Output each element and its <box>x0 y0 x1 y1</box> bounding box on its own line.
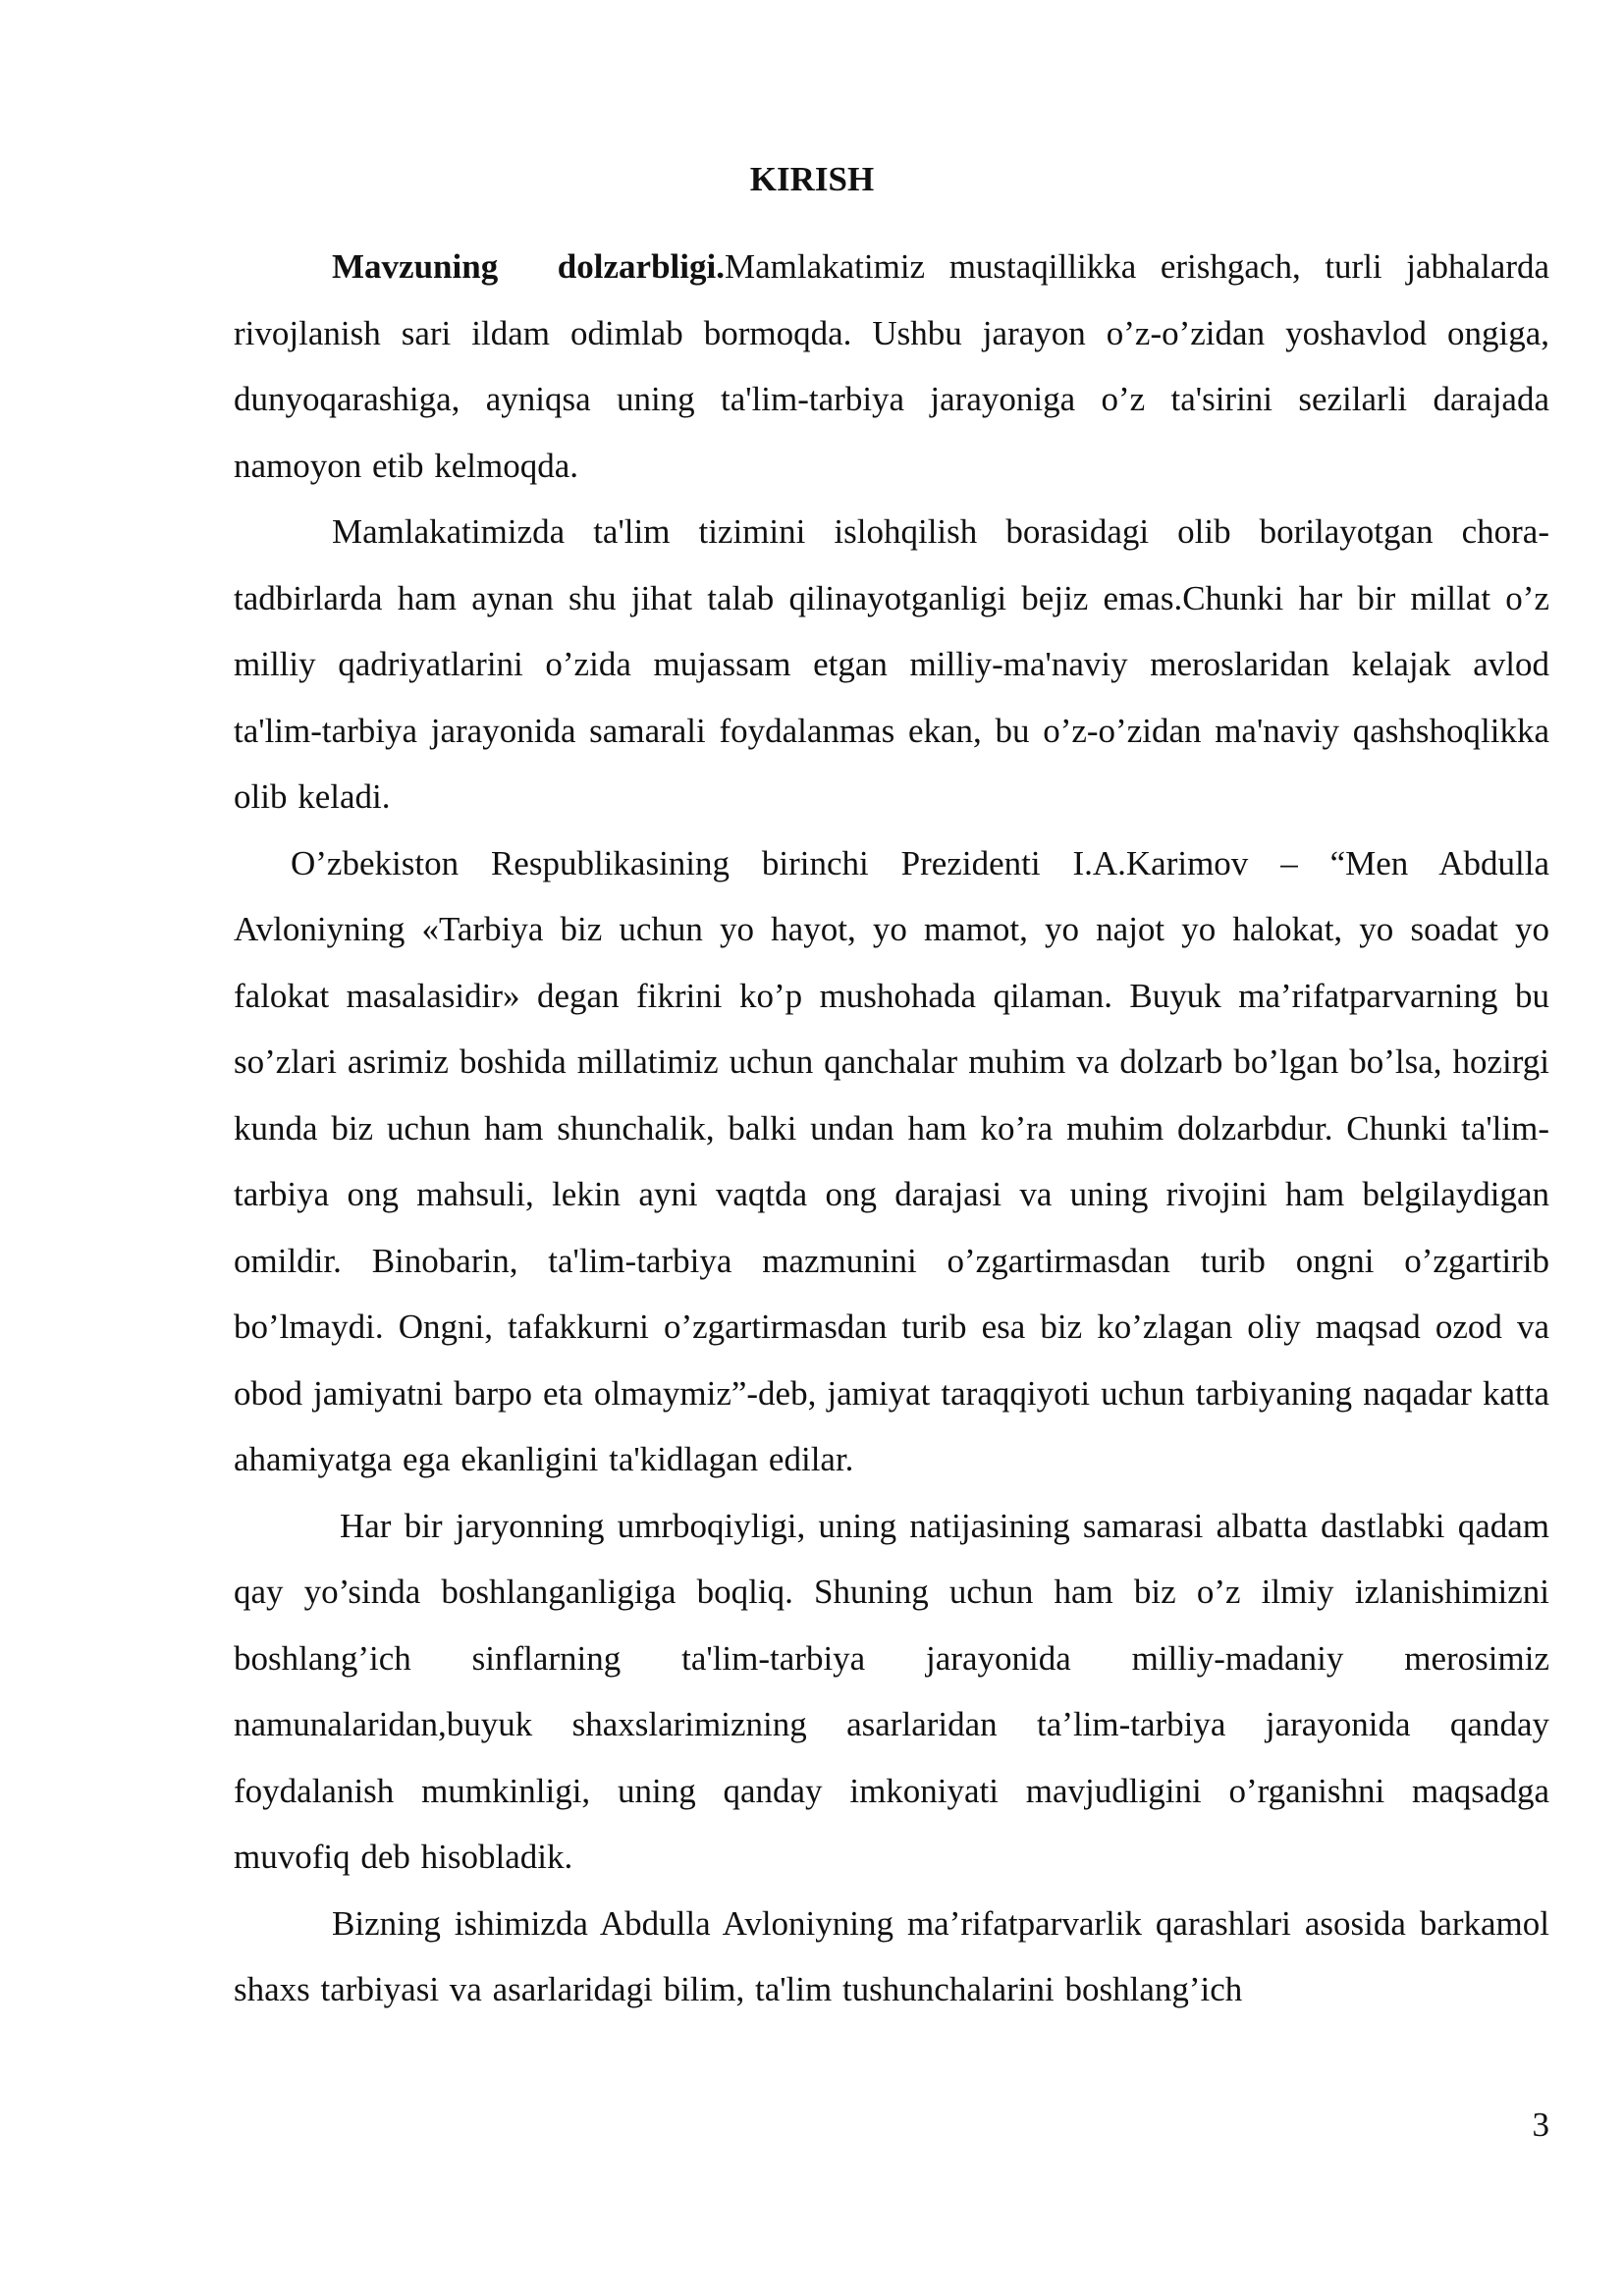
paragraph-text: Mamlakatimizda ta'lim tizimini islohqilish borasidagi olib borilayotgan chora-tadbirlarda ham aynan shu jihat talab qilinayotganligi bejiz emas.Chunki har bir millat o’z milliy qadriyatlarini o’zida mujassam etgan milliy-ma'naviy meroslaridan kelajak avlod ta'lim-tarbiya jarayonida samarali foydalanmas ekan, bu o’z-o’zidan ma'naviy qashshoqlikka olib keladi. <box>234 512 1549 816</box>
paragraph-karimov-quote <box>234 830 1549 1493</box>
page-title: KIRISH <box>749 160 875 198</box>
paragraph-lead-heading: Mavzuning dolzarbligi. <box>332 247 725 286</box>
paragraph-text: Mamlakatimiz mustaqillikka erishgach, turli jabhalarda rivojlanish sari ildam odimlab bormoqda. Ushbu jarayon o’z-o’zidan yoshavlod ongiga, dunyoqarashiga, ayniqsa uning ta'lim-tarbiya jarayoniga o’z ta'sirini sezilarli darajada namoyon etib kelmoqda. <box>234 247 1550 485</box>
paragraph-text: Bizning ishimizda Abdulla Avloniyning ma’rifatparvarlik qarashlari asosida barkamol shaxs tarbiyasi va asarlaridagi bilim, ta'lim tushunchalarini boshlang’ich <box>234 1903 1549 2008</box>
paragraph-relevance <box>234 234 1549 499</box>
page-number: 3 <box>1532 2106 1549 2144</box>
paragraph-research-aim <box>234 1493 1549 1891</box>
paragraph-education-reform <box>234 499 1549 830</box>
paragraph-text: O’zbekiston Respublikasining birinchi Prezidenti I.A.Karimov – “Men Abdulla Avloniyning «Tarbiya biz uchun yo hayot, yo mamot, yo najot yo halokat, yo soadat yo falokat masalasidir» degan fikrini ko’p mushohada qilaman. Buyuk ma’rifatparvarning bu so’zlari asrimiz boshida millatimiz uchun qanchalar muhim va dolzarb bo’lgan bo’lsa, hozirgi kunda biz uchun ham shunchalik, balki undan ham ko’ra muhim dolzarbdur. Chunki ta'lim-tarbiya ong mahsuli, lekin ayni vaqtda ong darajasi va uning rivojini ham belgilaydigan omildir. Binobarin, ta'lim-tarbiya mazmunini o’zgartirmasdan turib ongni o’zgartirib bo’lmaydi. Ongni, tafakkurni o’zgartirmasdan turib esa biz ko’zlagan oliy maqsad ozod va obod jamiyatni barpo eta olmaymiz”-deb, jamiyat taraqqiyoti uchun tarbiyaning naqadar katta ahamiyatga ega ekanligini ta'kidlagan edilar. <box>234 843 1549 1478</box>
paragraph-text: Har bir jaryonning umrboqiyligi, uning natijasining samarasi albatta dastlabki qadam qay yo’sinda boshlanganligiga boqliq. Shuning uchun ham biz o’z ilmiy izlanishimizni boshlang’ich sinflarning ta'lim-tarbiya jarayonida milliy-madaniy merosimiz namunalaridan,buyuk shaxslarimizning asarlaridan ta’lim-tarbiya jarayonida qanday foydalanish mumkinligi, uning qanday imkoniyati mavjudligini o’rganishni maqsadga muvofiq deb hisobladik. <box>234 1506 1549 1876</box>
document-body <box>234 234 1549 2023</box>
paragraph-our-work <box>234 1891 1549 2023</box>
